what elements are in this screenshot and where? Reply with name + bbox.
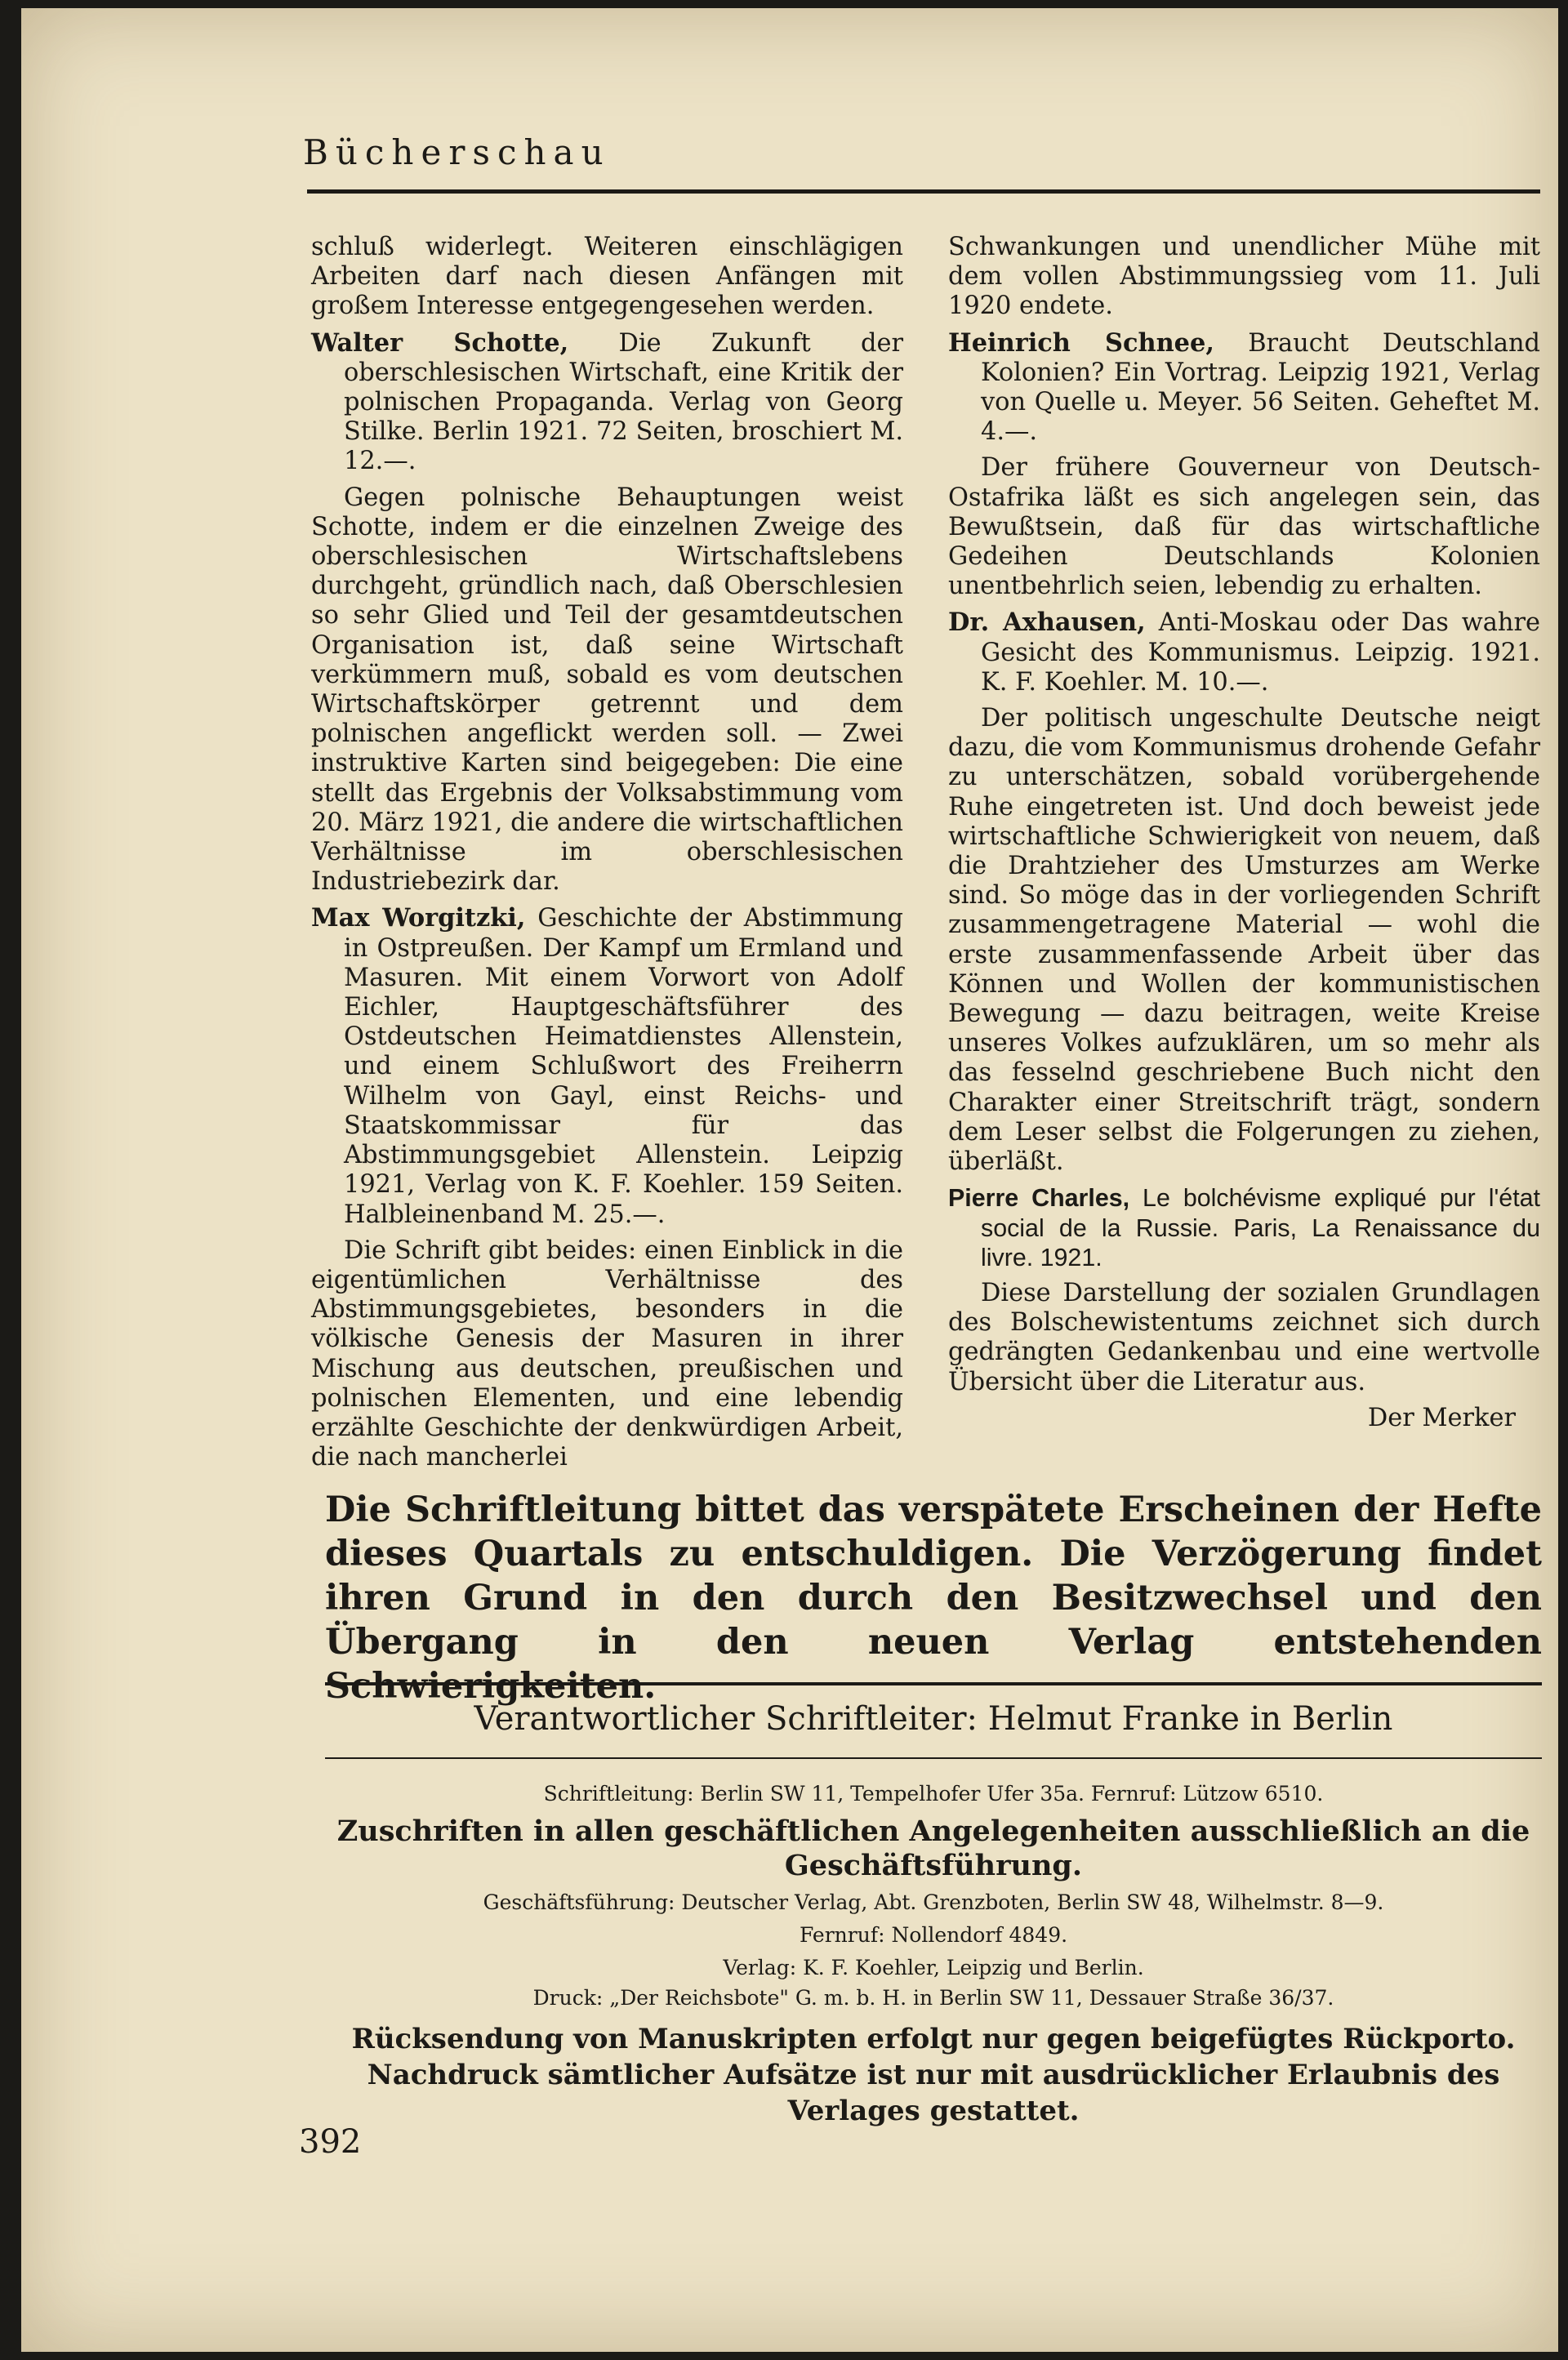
left-intro-paragraph: schluß widerlegt. Weiteren einschlägigen Arbeiten darf nach diesen Anfängen mit großem Interesse entgegengesehen werden. (311, 233, 903, 321)
review-entry-worgitzki (311, 903, 903, 1229)
return-postage-note: Rücksendung von Manuskripten erfolgt nur gegen beigefügtes Rückporto. (351, 2023, 1516, 2055)
editorial-office: Schriftleitung: Berlin SW 11, Tempelhofer Ufer 35a. Fernruf: Lützow 6510. (543, 1782, 1324, 1806)
entry-author: Heinrich Schnee, (948, 327, 1214, 358)
reviewer-signature: Der Merker (1367, 1403, 1516, 1432)
entry-author: Pierre Charles, (948, 1184, 1130, 1213)
business-correspondence-note: Zuschriften in allen geschäftlichen Angelegenheiten ausschließlich an die Geschäftsführung. (336, 1815, 1530, 1882)
publisher: Verlag: K. F. Koehler, Leipzig und Berlin. (723, 1956, 1144, 1979)
page-number: 392 (299, 2123, 362, 2161)
editorial-notice: Die Schriftleitung bittet das verspätete Erscheinen der Hefte dieses Quartals zu entschuldigen. Die Verzögerung findet ihren Grund in den durch den Besitzwechsel und den Übergang in den neuen Verlag entstehenden Schwierigkeiten. (325, 1489, 1542, 1707)
business-management: Geschäftsführung: Deutscher Verlag, Abt. Grenzboten, Berlin SW 48, Wilhelmstr. 8—9. (483, 1890, 1384, 1914)
review-entry-schotte (311, 328, 903, 477)
review-text-charles: Diese Darstellung der sozialen Grundlagen des Bolschewistentums zeichnet sich durch gedrängten Gedankenbau und eine wertvolle Übersicht über die Literatur aus. (948, 1278, 1540, 1396)
right-column (948, 233, 1540, 1440)
entry-author: Walter Schotte, (311, 327, 569, 358)
page-sheet (21, 8, 1558, 2352)
responsible-editor: Verantwortlicher Schriftleiter: Helmut Franke in Berlin (474, 1700, 1393, 1738)
review-text-schotte: Gegen polnische Behauptungen weist Schotte, indem er die einzelnen Zweige des oberschlesischen Wirtschaftslebens durchgeht, gründlich nach, daß Oberschlesien so sehr Glied und Teil der gesamtdeutschen Organisation ist, daß seine Wirtschaft verkümmern muß, sobald es vom deutschen Wirtschaftskörper getrennt und dem polnischen angeflickt werden soll. — Zwei instruktive Karten sind beigegeben: Die eine stellt das Ergebnis der Volksabstimmung vom 20. März 1921, die andere die wirtschaftlichen Verhältnisse im oberschlesischen Industriebezirk dar. (311, 483, 903, 897)
imprint-rule (325, 1757, 1542, 1759)
review-entry-axhausen (948, 608, 1540, 697)
entry-reference: Braucht Deutschland Kolonien? Ein Vortrag. Leipzig 1921, Verlag von Quelle u. Meyer. 56 Seiten. Geheftet M. 4.—. (981, 328, 1540, 447)
running-header: Bücherschau (303, 132, 611, 172)
review-text-worgitzki: Die Schrift gibt beides: einen Einblick in die eigentümlichen Verhältnisse des Abstimmungsgebietes, besonders in die völkische Genesis der Masuren in ihrer Mischung aus deutschen, preußischen und polnischen Elementen, und eine lebendig erzählte Geschichte der denkwürdigen Arbeit, die nach mancherlei (311, 1236, 903, 1472)
review-entry-schnee (948, 328, 1540, 448)
printer: Druck: „Der Reichsbote" G. m. b. H. in Berlin SW 11, Dessauer Straße 36/37. (532, 1986, 1334, 2010)
entry-author: Dr. Axhausen, (948, 608, 1146, 638)
entry-reference: Geschichte der Abstimmung in Ostpreußen. Der Kampf um Ermland und Masuren. Mit einem Vorwort von Adolf Eichler, Hauptgeschäftsführer des Ostdeutschen Heimatdienstes Allenstein, und einem Schlußwort des Freiherrn Wilhelm von Gayl, einst Reichs- und Staatskommissar für das Abstimmungsgebiet Allenstein. Leipzig 1921, Verlag von K. F. Koehler. 159 Seiten. Halbleinenband M. 25.—. (344, 904, 903, 1229)
header-rule (307, 189, 1540, 194)
reprint-note: Nachdruck sämtlicher Aufsätze ist nur mit ausdrücklicher Erlaubnis des Verlages gestattet. (367, 2059, 1500, 2127)
manuscript-notes (325, 2021, 1542, 2129)
right-intro-paragraph: Schwankungen und unendlicher Mühe mit dem vollen Abstimmungssieg vom 11. Juli 1920 endete. (948, 233, 1540, 321)
entry-reference: Anti-Moskau oder Das wahre Gesicht des Kommunismus. Leipzig. 1921. K. F. Koehler. M. 10.—. (981, 608, 1540, 697)
entry-reference: Die Zukunft der oberschlesischen Wirtschaft, eine Kritik der polnischen Propaganda. Verlag von Georg Stilke. Berlin 1921. 72 Seiten, broschiert M. 12.—. (344, 328, 903, 476)
entry-reference: Le bolchévisme expliqué pur l'état social de la Russie. Paris, La Renaissance du livre. 1921. (981, 1184, 1540, 1271)
entry-author: Max Worgitzki, (311, 903, 526, 933)
business-phone: Fernruf: Nollendorf 4849. (799, 1923, 1068, 1947)
notice-rule (325, 1682, 1542, 1685)
left-column (311, 233, 903, 1479)
review-text-axhausen: Der politisch ungeschulte Deutsche neigt dazu, die vom Kommunismus drohende Gefahr zu unterschätzen, sobald vorübergehende Ruhe eingetreten ist. Und doch beweist jede wirtschaftliche Schwierigkeit von neuem, daß die Drahtzieher des Umsturzes am Werke sind. So möge das in der vorliegenden Schrift zusammengetragene Material — wohl die erste zusammenfassende Arbeit über das Können und Wollen der kommunistischen Bewegung — dazu beitragen, weite Kreise unseres Volkes aufzuklären, um so mehr als das fesselnd geschriebene Buch nicht den Charakter einer Streitschrift trägt, sondern dem Leser selbst die Folgerungen zu ziehen, überläßt. (948, 704, 1540, 1177)
review-text-schnee: Der frühere Gouverneur von Deutsch-Ostafrika läßt es sich angelegen sein, das Bewußtsein, daß für das wirtschaftliche Gedeihen Deutschlands Kolonien unentbehrlich seien, lebendig zu erhalten. (948, 453, 1540, 601)
review-entry-charles (948, 1183, 1540, 1272)
